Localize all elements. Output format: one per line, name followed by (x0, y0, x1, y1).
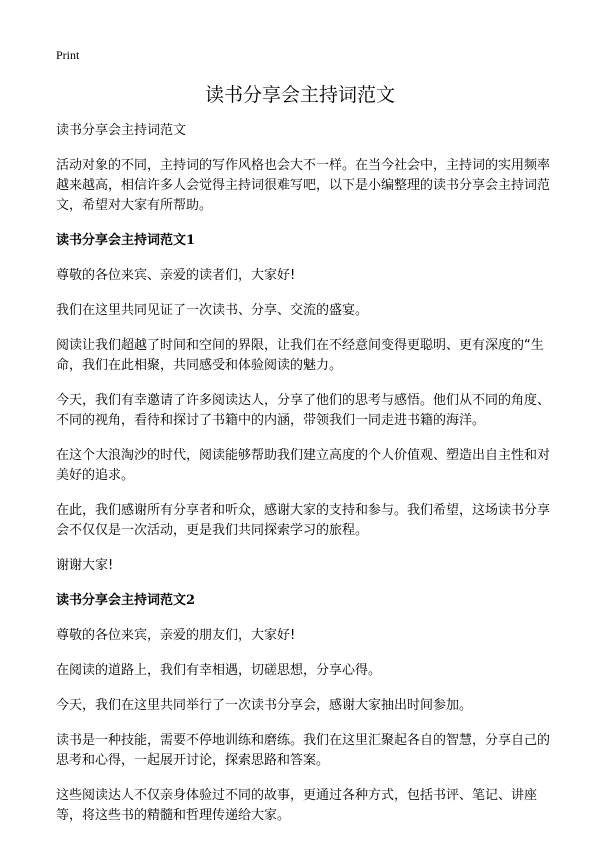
section1-paragraph: 谢谢大家! (56, 558, 114, 573)
section2-heading: 读书分享会主持词范文2 (56, 593, 196, 608)
section1-paragraph: 今天，我们有幸邀请了许多阅读达人，分享了他们的思考与感悟。他们从不同的角度、不同的视角，看待和探讨了书籍中的内涵，带领我们一同走进书籍的海洋。 (56, 393, 551, 428)
section1-paragraph: 阅读让我们超越了时间和空间的界限，让我们在不经意间变得更聪明、更有深度的“生命，我们在此相聚，共同感受和体验阅读的魅力。 (56, 338, 544, 373)
page-title: 读书分享会主持词范文 (204, 84, 395, 106)
section1-paragraph: 尊敬的各位来宾、亲爱的读者们，大家好! (56, 268, 296, 283)
print-link[interactable]: Print (56, 48, 80, 62)
section2-paragraph: 读书是一种技能，需要不停地训练和磨练。我们在这里汇聚起各自的智慧，分享自己的思考和心得，一起展开讨论，探索思路和答案。 (56, 733, 551, 768)
section2-paragraph: 今天，我们在这里共同举行了一次读书分享会，感谢大家抽出时间参加。 (56, 698, 473, 713)
section1-paragraph: 我们在这里共同见证了一次读书、分享、交流的盛宴。 (56, 303, 369, 318)
article-body (56, 121, 556, 841)
section1-paragraph: 在此，我们感谢所有分享者和听众，感谢大家的支持和参与。我们希望，这场读书分享会不仅仅是一次活动，更是我们共同探索学习的旅程。 (56, 503, 551, 538)
section2-paragraph: 在阅读的道路上，我们有幸相遇，切磋思想，分享心得。 (56, 663, 382, 678)
section2-paragraph: 尊敬的各位来宾，亲爱的朋友们，大家好! (56, 628, 296, 643)
intro-title: 读书分享会主持词范文 (56, 123, 187, 138)
section1-paragraph: 在这个大浪淘沙的时代，阅读能够帮助我们建立高度的个人价值观、塑造出自主性和对美好的追求。 (56, 448, 551, 483)
section1-heading: 读书分享会主持词范文1 (56, 233, 196, 248)
intro-paragraph: 活动对象的不同，主持词的写作风格也会大不一样。在当今社会中，主持词的实用频率越来越高，相信许多人会觉得主持词很难写吧，以下是小编整理的读书分享会主持词范文，希望对大家有所帮助。 (56, 158, 551, 213)
section2-paragraph: 这些阅读达人不仅亲身体验过不同的故事，更通过各种方式，包括书评、笔记、讲座等，将这些书的精髓和哲理传递给大家。 (56, 788, 538, 823)
